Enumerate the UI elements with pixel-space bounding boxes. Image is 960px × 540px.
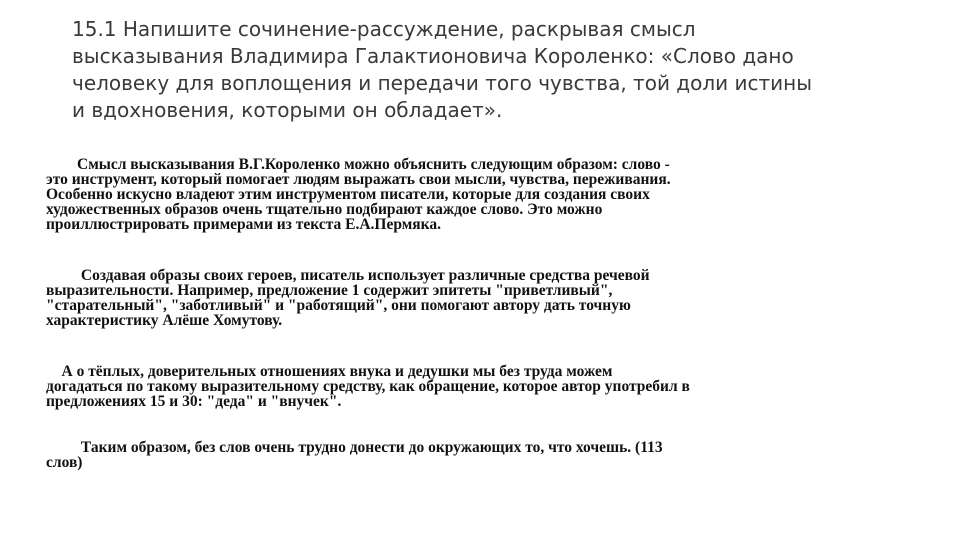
essay-line: "старательный", "заботливый" и "работящий", они помогают автору дать точную: [46, 297, 631, 314]
essay-paragraph-3: [46, 364, 926, 409]
essay-paragraph-2: [46, 268, 926, 328]
essay-line: Особенно искусно владеют этим инструментом писатели, которые для создания своих: [46, 186, 650, 203]
essay-paragraph-4: [46, 440, 926, 470]
essay-line: это инструмент, который помогает людям выражать свои мысли, чувства, переживания.: [46, 171, 671, 188]
essay-line: предложениях 15 и 30: "деда" и "внучек".: [46, 393, 342, 410]
essay-line: выразительности. Например, предложение 1 содержит эпитеты "приветливый",: [46, 282, 613, 299]
title-line: 15.1 Напишите сочинение-рассуждение, раскрывая смысл: [72, 17, 696, 41]
title-line: человеку для воплощения и передачи того чувства, той доли истины: [72, 71, 813, 95]
task-title: [72, 16, 912, 124]
essay-line: характеристику Алёше Хомутову.: [46, 312, 283, 329]
essay-line: Создавая образы своих героев, писатель использует различные средства речевой: [46, 267, 650, 284]
essay-paragraph-1: [46, 157, 926, 232]
essay-line: догадаться по такому выразительному средству, как обращение, которое автор употребил в: [46, 378, 690, 395]
essay-line: Смысл высказывания В.Г.Короленко можно объяснить следующим образом: слово -: [46, 156, 670, 173]
title-line: и вдохновения, которыми он обладает».: [72, 98, 503, 122]
essay-line: слов): [46, 454, 83, 471]
title-line: высказывания Владимира Галактионовича Короленко: «Слово дано: [72, 44, 794, 68]
essay-line: Таким образом, без слов очень трудно донести до окружающих то, что хочешь. (113: [46, 439, 663, 456]
essay-line: А о тёплых, доверительных отношениях внука и дедушки мы без труда можем: [46, 363, 613, 380]
essay-line: проиллюстрировать примерами из текста Е.А.Пермяка.: [46, 216, 441, 233]
essay-line: художественных образов очень тщательно подбирают каждое слово. Это можно: [46, 201, 603, 218]
